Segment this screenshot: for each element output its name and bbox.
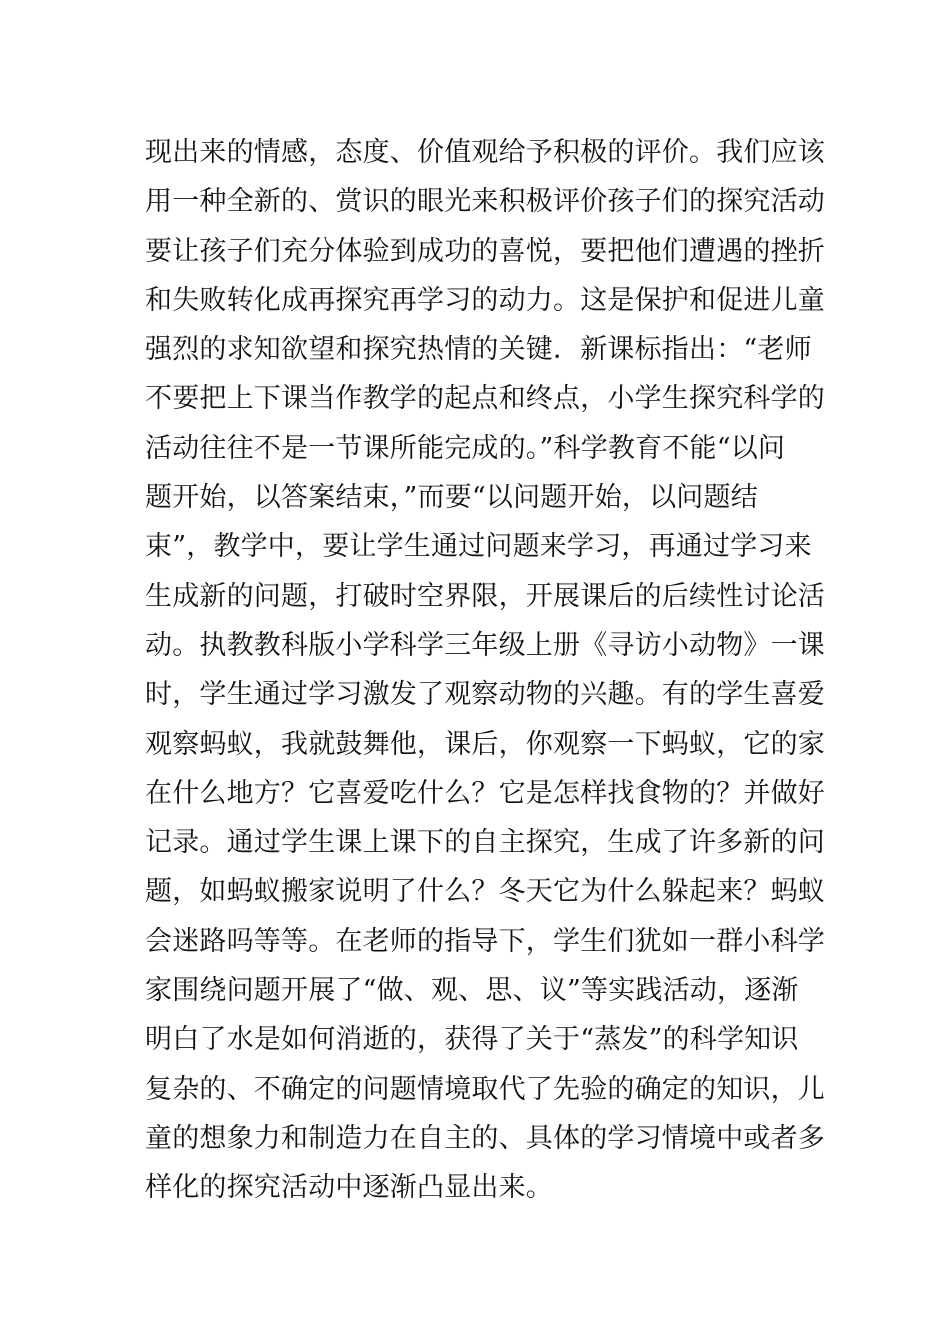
- text-line: 活动往往不是一节课所能完成的。”科学教育不能“以问: [145, 432, 786, 464]
- text-line: 动。执教教科版小学科学三年级上册《寻访小动物》一课: [145, 629, 825, 661]
- text-line: 样化的探究活动中逐渐凸显出来。: [145, 1172, 553, 1204]
- text-line: 现出来的情感，态度、价值观给予积极的评价。我们应该: [145, 137, 825, 168]
- text-line: 会迷路吗等等。在老师的指导下，学生们犹如一群小科学: [145, 925, 825, 957]
- text-line: 童的想象力和制造力在自主的、具体的学习情境中或者多: [145, 1122, 825, 1154]
- text-line: 要让孩子们充分体验到成功的喜悦，要把他们遭遇的挫折: [145, 235, 825, 267]
- text-line: 家围绕问题开展了“做、观、思、议”等实践活动，逐渐: [145, 975, 799, 1007]
- text-line: 不要把上下课当作教学的起点和终点，小学生探究科学的: [145, 383, 825, 415]
- text-line: 题开始，以答案结束，”而要“以问题开始，以问题结: [145, 482, 758, 514]
- text-line: 用一种全新的、赏识的眼光来积极评价孩子们的探究活动: [145, 186, 825, 218]
- text-line: 题，如蚂蚁搬家说明了什么？冬天它为什么躲起来？蚂蚁: [145, 876, 825, 908]
- text-line: 生成新的问题，打破时空界限，开展课后的后续性讨论活: [145, 580, 825, 612]
- text-line: 时，学生通过学习激发了观察动物的兴趣。有的学生喜爱: [145, 679, 825, 711]
- text-line: 在什么地方？它喜爱吃什么？它是怎样找食物的？并做好: [145, 777, 825, 809]
- text-line: 复杂的、不确定的问题情境取代了先验的确定的知识，儿: [145, 1073, 825, 1105]
- text-line: 和失败转化成再探究再学习的动力。这是保护和促进儿童: [145, 284, 825, 316]
- text-line: 强烈的求知欲望和探究热情的关键．新课标指出：“老师: [145, 334, 812, 366]
- text-line: 观察蚂蚁，我就鼓舞他，课后，你观察一下蚂蚁，它的家: [145, 728, 825, 760]
- text-line: 记录。通过学生课上课下的自主探究，生成了许多新的问: [145, 827, 825, 859]
- body-paragraph: [145, 128, 825, 1213]
- text-line: 束”，教学中，要让学生通过问题来学习，再通过学习来: [145, 531, 812, 563]
- text-line: 明白了水是如何消逝的，获得了关于“蒸发”的科学知识: [145, 1024, 799, 1056]
